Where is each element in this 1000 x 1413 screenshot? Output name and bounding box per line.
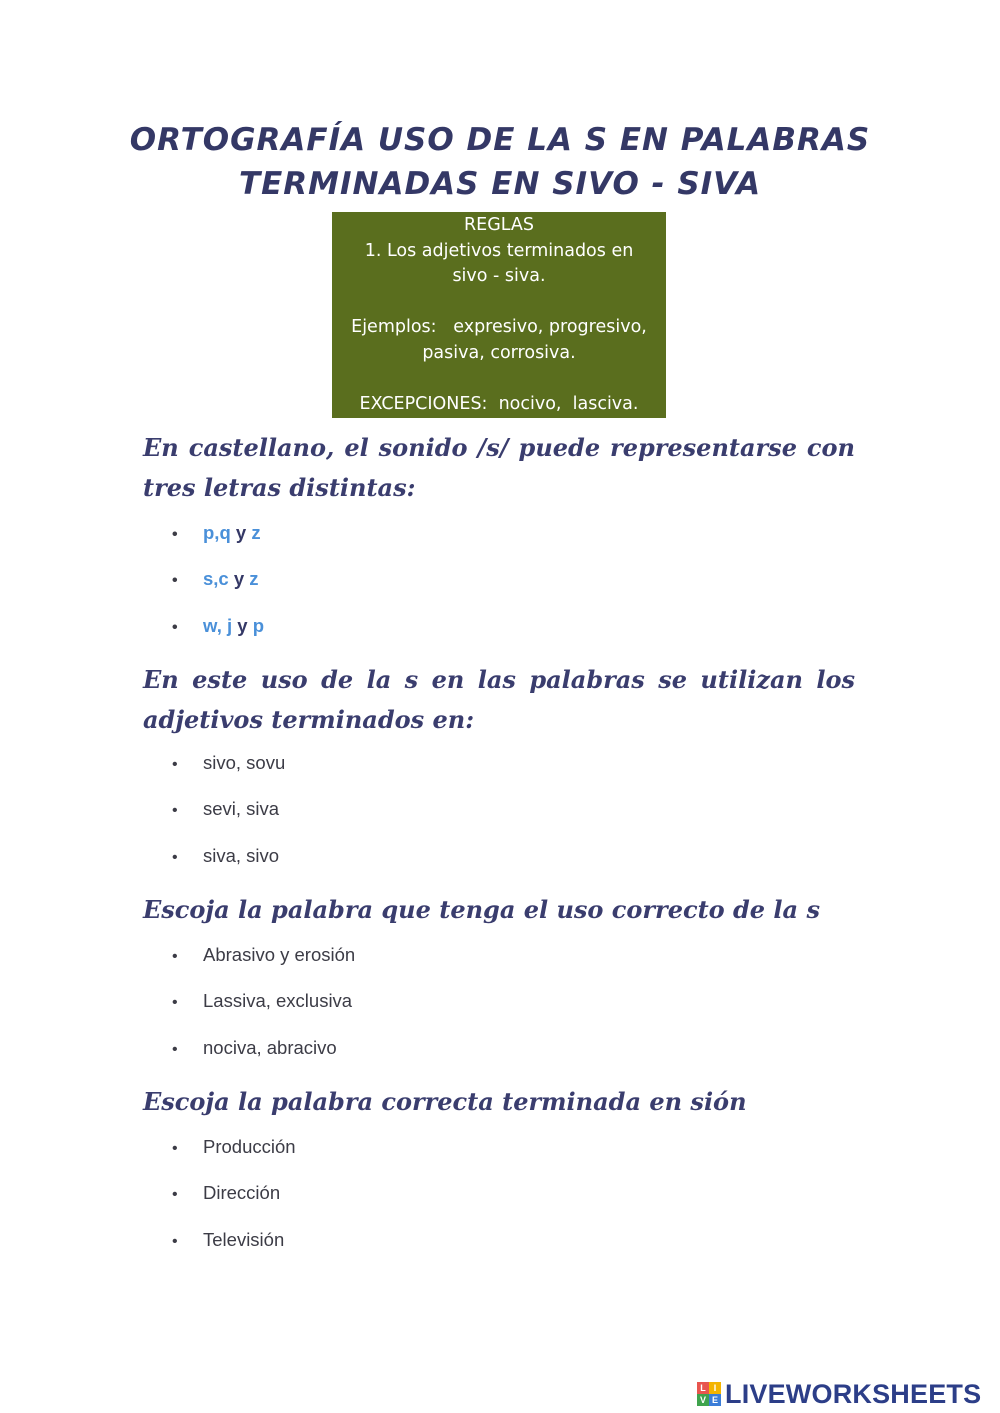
option-item[interactable]: • Abrasivo y erosión (172, 944, 355, 990)
section-1-options (172, 522, 264, 661)
rule-line-2: sivo - siva. (452, 266, 546, 286)
bullet-icon: • (172, 618, 178, 636)
rules-heading: REGLAS (463, 215, 534, 235)
option-item[interactable]: • p,q y z (172, 522, 264, 568)
option-item[interactable]: • Televisión (172, 1229, 296, 1275)
option-item[interactable]: • nociva, abracivo (172, 1037, 355, 1083)
section-2-options (172, 752, 285, 891)
examples-line-1: Ejemplos: expresivo, progresivo, (351, 317, 647, 337)
title-line-2: TERMINADAS EN SIVO - SIVA (238, 166, 762, 202)
option-item[interactable]: • Dirección (172, 1182, 296, 1228)
option-item[interactable]: • sevi, siva (172, 798, 285, 844)
bullet-icon: • (172, 1232, 178, 1250)
option-item[interactable]: • w, j y p (172, 615, 264, 661)
bullet-icon: • (172, 1040, 178, 1058)
option-item[interactable]: • Lassiva, exclusiva (172, 990, 355, 1036)
section-3-options (172, 944, 355, 1083)
option-item[interactable]: • Producción (172, 1136, 296, 1182)
section-2-heading: En este uso de la s en las palabras se utilizan los adjetivos terminados en: (143, 665, 855, 734)
option-item[interactable]: • sivo, sovu (172, 752, 285, 798)
bullet-icon: • (172, 994, 178, 1012)
bullet-icon: • (172, 572, 178, 590)
examples-line-2: pasiva, corrosiva. (422, 342, 576, 363)
bullet-icon: • (172, 848, 178, 866)
section-4-options (172, 1136, 296, 1275)
bullet-icon: • (172, 526, 178, 543)
bullet-icon: • (172, 802, 178, 820)
title-line-1: ORTOGRAFÍA USO DE LA S EN PALABRAS (129, 122, 871, 158)
bullet-icon: • (172, 756, 178, 773)
rule-line-1: 1. Los adjetivos terminados en (364, 240, 634, 261)
rules-box (332, 212, 666, 418)
option-item[interactable]: • siva, sivo (172, 845, 285, 891)
logo-text: LIVEWORKSHEETS (725, 1378, 982, 1409)
option-item[interactable]: • s,c y z (172, 568, 264, 614)
liveworksheets-logo-icon: L I V E (697, 1382, 721, 1406)
section-4-heading: Escoja la palabra correcta terminada en sión (143, 1087, 747, 1116)
bullet-icon: • (172, 1186, 178, 1204)
section-3-heading: Escoja la palabra que tenga el uso correcto de la s (143, 895, 820, 924)
liveworksheets-logo[interactable] (697, 1377, 981, 1411)
page-title (0, 118, 1000, 206)
section-1-heading: En castellano, el sonido /s/ puede representarse con tres letras distintas: (143, 433, 855, 502)
bullet-icon: • (172, 948, 178, 965)
exceptions-line: EXCEPCIONES: nocivo, lasciva. (359, 393, 639, 414)
bullet-icon: • (172, 1140, 178, 1157)
